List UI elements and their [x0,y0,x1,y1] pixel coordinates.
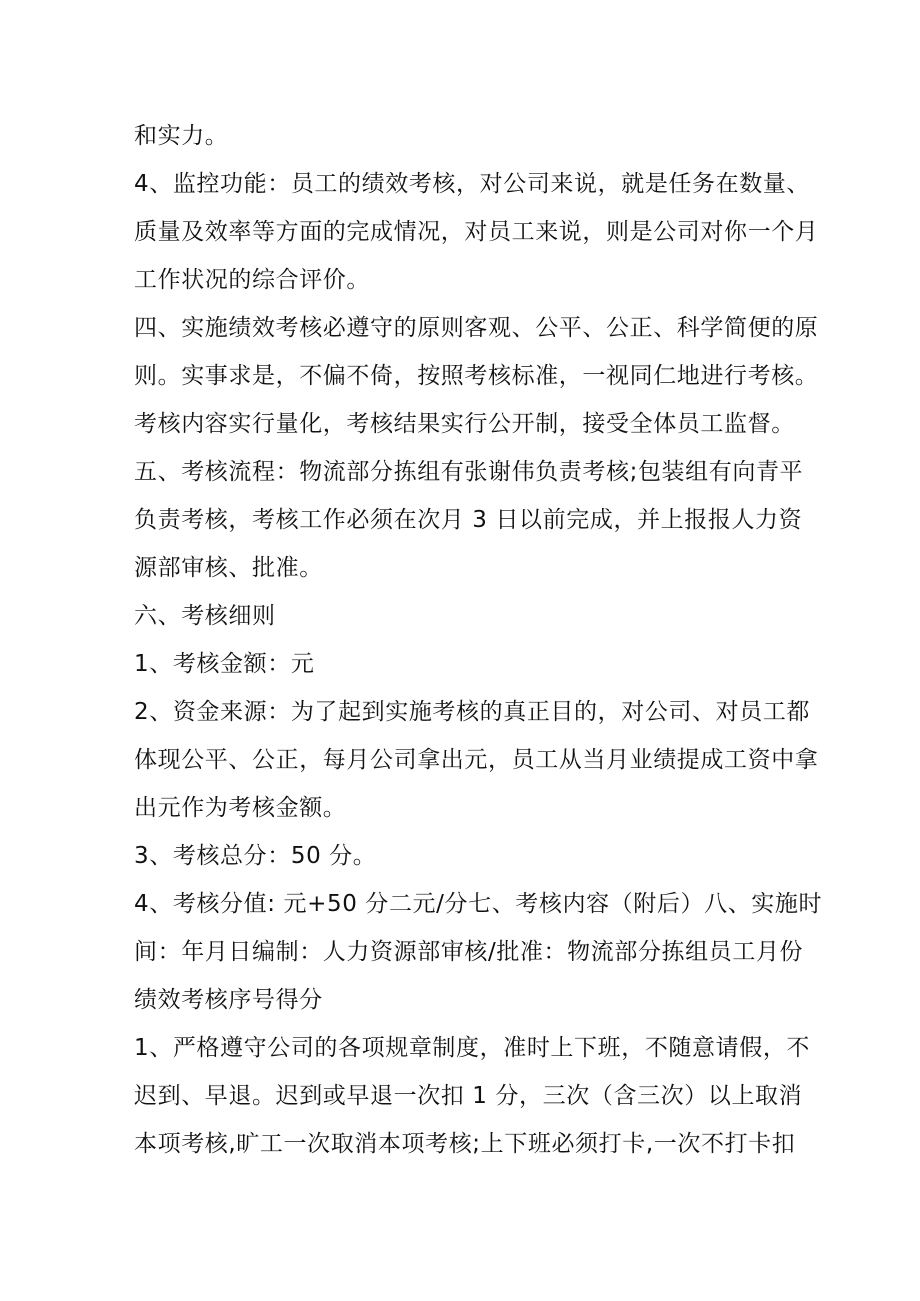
text-line: 负责考核，考核工作必须在次月 3 日以前完成，并上报报人力资 [134,507,803,533]
text-line: 体现公平、公正，每月公司拿出元，员工从当月业绩提成工资中拿 [134,747,819,773]
text-line: 2、资金来源：为了起到实施考核的真正目的，对公司、对员工都 [134,699,811,725]
text-line: 和实力。 [134,123,229,149]
text-line: 4、考核分值: 元+50 分二元/分七、考核内容（附后）八、实施时 [134,891,823,917]
text-line: 源部审核、批准。 [134,555,323,581]
text-line: 4、监控功能：员工的绩效考核，对公司来说，就是任务在数量、 [134,171,811,197]
text-line: 1、考核金额：元 [134,651,315,677]
text-line: 考核内容实行量化，考核结果实行公开制，接受全体员工监督。 [134,411,795,437]
text-line: 工作状况的综合评价。 [134,267,370,293]
text-line: 迟到、早退。迟到或早退一次扣 1 分，三次（含三次）以上取消 [134,1083,803,1109]
text-line: 四、实施绩效考核必遵守的原则客观、公平、公正、科学简便的原 [134,315,819,341]
text-line: 1、严格遵守公司的各项规章制度，准时上下班，不随意请假，不 [134,1035,811,1061]
text-line: 质量及效率等方面的完成情况，对员工来说，则是公司对你一个月 [134,219,819,245]
text-line: 出元作为考核金额。 [134,795,347,821]
text-line: 3、考核总分：50 分。 [134,843,377,869]
section-heading: 六、考核细则 [134,603,276,629]
text-line: 本项考核,旷工一次取消本项考核;上下班必须打卡,一次不打卡扣 [134,1131,796,1157]
text-line: 则。实事求是，不偏不倚，按照考核标准，一视同仁地进行考核。 [134,363,819,389]
text-line: 五、考核流程：物流部分拣组有张谢伟负责考核;包装组有向青平 [134,459,804,485]
text-line: 间：年月日编制：人力资源部审核/批准：物流部分拣组员工月份 [134,939,804,965]
text-line: 绩效考核序号得分 [134,987,323,1013]
